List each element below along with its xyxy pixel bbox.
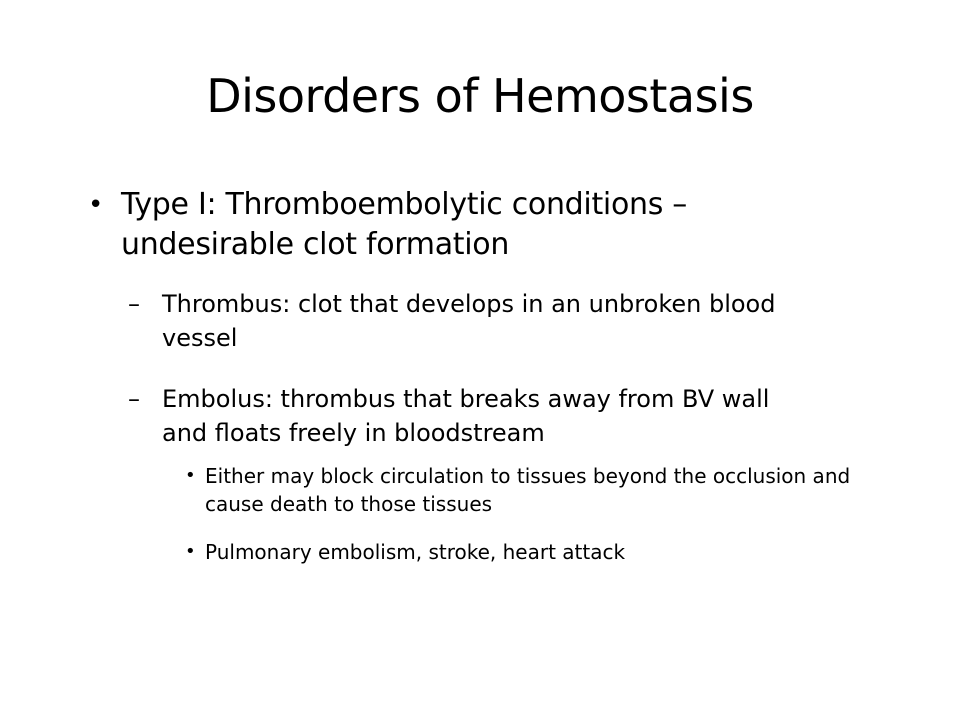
bullet-marker: • bbox=[185, 541, 196, 562]
bullet-text: Pulmonary embolism, stroke, heart attack bbox=[205, 540, 626, 564]
bullet-text: Thrombus: clot that develops in an unbroken blood vessel bbox=[162, 290, 776, 352]
bullet-text: Type I: Thromboembolytic conditions – undesirable clot formation bbox=[121, 187, 687, 262]
dash-marker: – bbox=[128, 385, 140, 413]
bullet-text: Either may block circulation to tissues beyond the occlusion and cause death to those tissues bbox=[205, 464, 851, 516]
bullet-marker: • bbox=[185, 465, 196, 486]
dash-marker: – bbox=[128, 290, 140, 318]
bullet-text: Embolus: thrombus that breaks away from BV wall and floats freely in bloodstream bbox=[162, 385, 770, 447]
slide-title: Disorders of Hemostasis bbox=[206, 69, 754, 123]
bullet-marker: • bbox=[88, 190, 104, 220]
